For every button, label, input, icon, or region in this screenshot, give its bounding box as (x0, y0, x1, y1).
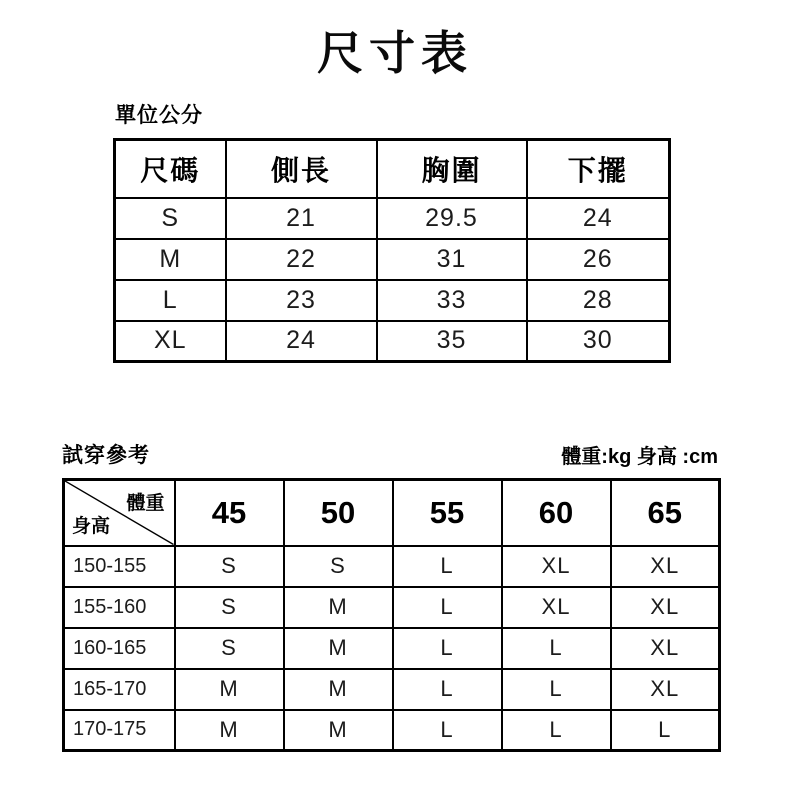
fit-size-cell: XL (611, 587, 720, 628)
fit-table (62, 478, 721, 752)
fit-size-cell: M (284, 710, 393, 751)
fit-size-cell: L (393, 669, 502, 710)
fit-size-cell: L (502, 669, 611, 710)
fit-size-cell: M (284, 628, 393, 669)
corner-weight-label: 體重 (126, 493, 165, 515)
value-cell: 33 (377, 280, 527, 321)
fit-title: 試穿參考 (62, 444, 150, 468)
height-range-cell: 165-170 (64, 669, 175, 710)
fit-size-cell: XL (611, 669, 720, 710)
fit-size-cell: L (502, 710, 611, 751)
fit-size-cell: M (175, 710, 284, 751)
fit-size-cell: L (611, 710, 720, 751)
weight-header-65: 65 (611, 480, 720, 546)
header-cell-chest: 胸圍 (377, 140, 527, 198)
size-cell: S (115, 198, 226, 239)
fit-table-row (64, 710, 720, 751)
fit-table-row (64, 546, 720, 587)
header-cell-hem: 下擺 (527, 140, 670, 198)
value-cell: 35 (377, 321, 527, 362)
size-table-row (115, 321, 670, 362)
fit-size-cell: L (502, 628, 611, 669)
size-cell: L (115, 280, 226, 321)
value-cell: 26 (527, 239, 670, 280)
value-cell: 23 (226, 280, 377, 321)
fit-size-cell: M (284, 587, 393, 628)
value-cell: 24 (527, 198, 670, 239)
height-range-cell: 170-175 (64, 710, 175, 751)
size-table-header-row (115, 140, 670, 198)
weight-header-55: 55 (393, 480, 502, 546)
fit-size-cell: L (393, 546, 502, 587)
fit-size-cell: S (175, 546, 284, 587)
value-cell: 28 (527, 280, 670, 321)
corner-cell (64, 480, 175, 546)
fit-unit-note: 體重:kg 身高 :cm (561, 446, 718, 469)
height-range-cell: 160-165 (64, 628, 175, 669)
size-cell: M (115, 239, 226, 280)
fit-size-cell: S (175, 587, 284, 628)
height-range-cell: 155-160 (64, 587, 175, 628)
size-table (113, 138, 671, 363)
fit-size-cell: S (284, 546, 393, 587)
size-cell: XL (115, 321, 226, 362)
fit-table-row (64, 587, 720, 628)
weight-header-60: 60 (502, 480, 611, 546)
fit-size-cell: XL (611, 546, 720, 587)
header-cell-size: 尺碼 (115, 140, 226, 198)
header-cell-side-length: 側長 (226, 140, 377, 198)
fit-size-cell: S (175, 628, 284, 669)
corner-height-label: 身高 (72, 515, 111, 537)
fit-size-cell: M (175, 669, 284, 710)
value-cell: 21 (226, 198, 377, 239)
value-cell: 24 (226, 321, 377, 362)
fit-table-row (64, 628, 720, 669)
fit-size-cell: L (393, 710, 502, 751)
value-cell: 31 (377, 239, 527, 280)
size-table-row (115, 198, 670, 239)
fit-size-cell: M (284, 669, 393, 710)
weight-header-50: 50 (284, 480, 393, 546)
fit-size-cell: XL (502, 546, 611, 587)
height-range-cell: 150-155 (64, 546, 175, 587)
value-cell: 30 (527, 321, 670, 362)
fit-size-cell: XL (502, 587, 611, 628)
fit-table-header-row (64, 480, 720, 546)
value-cell: 22 (226, 239, 377, 280)
fit-size-cell: L (393, 587, 502, 628)
fit-size-cell: L (393, 628, 502, 669)
unit-label: 單位公分 (115, 104, 203, 128)
weight-header-45: 45 (175, 480, 284, 546)
size-table-row (115, 239, 670, 280)
fit-section-header (62, 439, 718, 469)
value-cell: 29.5 (377, 198, 527, 239)
fit-size-cell: XL (611, 628, 720, 669)
size-table-row (115, 280, 670, 321)
fit-table-row (64, 669, 720, 710)
page-title: 尺寸表 (317, 27, 473, 79)
